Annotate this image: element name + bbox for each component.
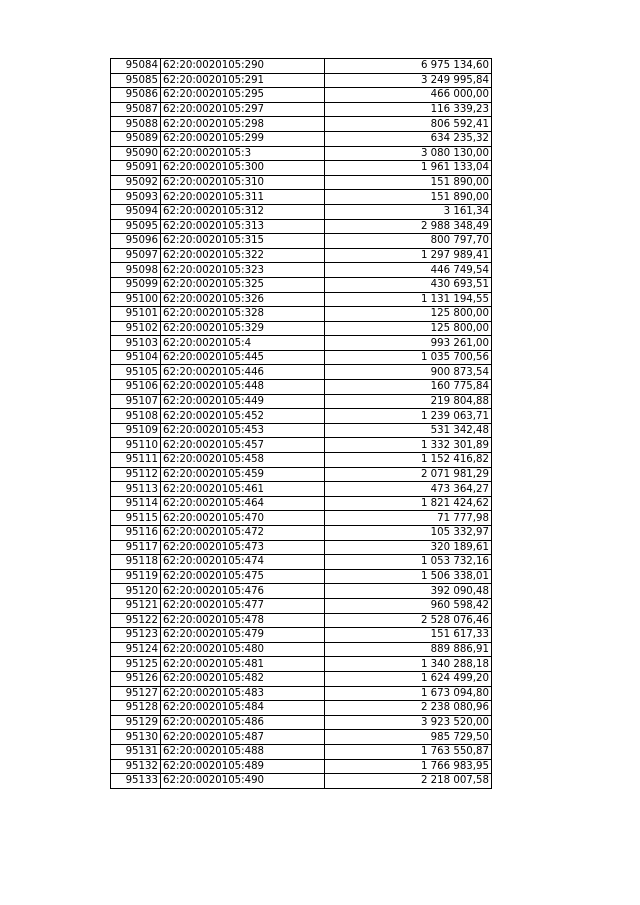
table-row (111, 438, 492, 453)
row-number-cell: 95116 (111, 526, 161, 541)
cadastral-value-cell: 1 035 700,56 (325, 350, 492, 365)
row-number-cell: 95103 (111, 336, 161, 351)
cadastral-value-cell: 151 890,00 (325, 175, 492, 190)
cadastral-number-cell: 62:20:0020105:481 (161, 657, 325, 672)
table-row (111, 175, 492, 190)
table-row (111, 365, 492, 380)
table-row (111, 598, 492, 613)
row-number-cell: 95117 (111, 540, 161, 555)
table-row (111, 701, 492, 716)
row-number-cell: 95101 (111, 307, 161, 322)
row-number-cell: 95085 (111, 73, 161, 88)
row-number-cell: 95089 (111, 131, 161, 146)
table-row (111, 88, 492, 103)
row-number-cell: 95102 (111, 321, 161, 336)
cadastral-value-cell: 6 975 134,60 (325, 59, 492, 74)
table-row (111, 102, 492, 117)
row-number-cell: 95105 (111, 365, 161, 380)
cadastral-value-cell: 2 071 981,29 (325, 467, 492, 482)
row-number-cell: 95118 (111, 555, 161, 570)
cadastral-value-cell: 151 617,33 (325, 628, 492, 643)
cadastral-number-cell: 62:20:0020105:458 (161, 453, 325, 468)
cadastral-number-cell: 62:20:0020105:464 (161, 496, 325, 511)
row-number-cell: 95087 (111, 102, 161, 117)
cadastral-number-cell: 62:20:0020105:479 (161, 628, 325, 643)
row-number-cell: 95106 (111, 380, 161, 395)
cadastral-value-cell: 1 340 288,18 (325, 657, 492, 672)
row-number-cell: 95096 (111, 234, 161, 249)
cadastral-value-cell: 1 506 338,01 (325, 569, 492, 584)
cadastral-number-cell: 62:20:0020105:312 (161, 204, 325, 219)
table-row (111, 774, 492, 789)
row-number-cell: 95112 (111, 467, 161, 482)
row-number-cell: 95092 (111, 175, 161, 190)
cadastral-number-cell: 62:20:0020105:300 (161, 161, 325, 176)
table-row (111, 146, 492, 161)
row-number-cell: 95123 (111, 628, 161, 643)
cadastral-number-cell: 62:20:0020105:474 (161, 555, 325, 570)
row-number-cell: 95090 (111, 146, 161, 161)
cadastral-value-cell: 219 804,88 (325, 394, 492, 409)
row-number-cell: 95128 (111, 701, 161, 716)
cadastral-number-cell: 62:20:0020105:328 (161, 307, 325, 322)
cadastral-number-cell: 62:20:0020105:476 (161, 584, 325, 599)
cadastral-value-cell: 1 673 094,80 (325, 686, 492, 701)
table-row (111, 131, 492, 146)
row-number-cell: 95131 (111, 744, 161, 759)
cadastral-value-cell: 3 161,34 (325, 204, 492, 219)
table-row (111, 482, 492, 497)
row-number-cell: 95115 (111, 511, 161, 526)
cadastral-value-cell: 900 873,54 (325, 365, 492, 380)
row-number-cell: 95130 (111, 730, 161, 745)
cadastral-value-cell: 320 189,61 (325, 540, 492, 555)
table-row (111, 526, 492, 541)
table-row (111, 117, 492, 132)
cadastral-number-cell: 62:20:0020105:322 (161, 248, 325, 263)
row-number-cell: 95129 (111, 715, 161, 730)
cadastral-number-cell: 62:20:0020105:461 (161, 482, 325, 497)
table-row (111, 569, 492, 584)
cadastral-value-cell: 71 777,98 (325, 511, 492, 526)
row-number-cell: 95132 (111, 759, 161, 774)
table-row (111, 161, 492, 176)
row-number-cell: 95098 (111, 263, 161, 278)
table-row (111, 277, 492, 292)
cadastral-value-cell: 1 766 983,95 (325, 759, 492, 774)
table-row (111, 744, 492, 759)
cadastral-number-cell: 62:20:0020105:484 (161, 701, 325, 716)
table-row (111, 671, 492, 686)
cadastral-value-cell: 1 152 416,82 (325, 453, 492, 468)
cadastral-number-cell: 62:20:0020105:488 (161, 744, 325, 759)
cadastral-value-cell: 1 332 301,89 (325, 438, 492, 453)
row-number-cell: 95120 (111, 584, 161, 599)
table-row (111, 642, 492, 657)
cadastral-value-cell: 125 800,00 (325, 321, 492, 336)
cadastral-number-cell: 62:20:0020105:329 (161, 321, 325, 336)
cadastral-value-cell: 806 592,41 (325, 117, 492, 132)
cadastral-number-cell: 62:20:0020105:452 (161, 409, 325, 424)
row-number-cell: 95126 (111, 671, 161, 686)
cadastral-number-cell: 62:20:0020105:453 (161, 423, 325, 438)
cadastral-value-cell: 993 261,00 (325, 336, 492, 351)
table-row (111, 263, 492, 278)
row-number-cell: 95122 (111, 613, 161, 628)
table-row (111, 394, 492, 409)
table-row (111, 204, 492, 219)
cadastral-number-cell: 62:20:0020105:290 (161, 59, 325, 74)
row-number-cell: 95109 (111, 423, 161, 438)
cadastral-number-cell: 62:20:0020105:311 (161, 190, 325, 205)
cadastral-value-cell: 2 218 007,58 (325, 774, 492, 789)
cadastral-value-cell: 2 528 076,46 (325, 613, 492, 628)
cadastral-value-cell: 960 598,42 (325, 598, 492, 613)
row-number-cell: 95119 (111, 569, 161, 584)
row-number-cell: 95084 (111, 59, 161, 74)
row-number-cell: 95093 (111, 190, 161, 205)
table-row (111, 686, 492, 701)
cadastral-number-cell: 62:20:0020105:299 (161, 131, 325, 146)
cadastral-value-cell: 3 080 130,00 (325, 146, 492, 161)
cadastral-value-cell: 1 131 194,55 (325, 292, 492, 307)
cadastral-number-cell: 62:20:0020105:315 (161, 234, 325, 249)
cadastral-number-cell: 62:20:0020105:297 (161, 102, 325, 117)
table-row (111, 467, 492, 482)
table-row (111, 59, 492, 74)
cadastral-number-cell: 62:20:0020105:487 (161, 730, 325, 745)
table-row (111, 657, 492, 672)
table-row (111, 409, 492, 424)
cadastral-number-cell: 62:20:0020105:473 (161, 540, 325, 555)
table-row (111, 248, 492, 263)
cadastral-number-cell: 62:20:0020105:325 (161, 277, 325, 292)
cadastral-number-cell: 62:20:0020105:480 (161, 642, 325, 657)
cadastral-number-cell: 62:20:0020105:313 (161, 219, 325, 234)
cadastral-number-cell: 62:20:0020105:295 (161, 88, 325, 103)
table-row (111, 423, 492, 438)
cadastral-value-cell: 800 797,70 (325, 234, 492, 249)
cadastral-value-cell: 3 249 995,84 (325, 73, 492, 88)
row-number-cell: 95086 (111, 88, 161, 103)
cadastral-number-cell: 62:20:0020105:478 (161, 613, 325, 628)
cadastral-number-cell: 62:20:0020105:291 (161, 73, 325, 88)
table-row (111, 496, 492, 511)
cadastral-value-cell: 2 238 080,96 (325, 701, 492, 716)
table-row (111, 453, 492, 468)
row-number-cell: 95094 (111, 204, 161, 219)
table-row (111, 584, 492, 599)
cadastral-value-cell: 634 235,32 (325, 131, 492, 146)
cadastral-value-cell: 889 886,91 (325, 642, 492, 657)
cadastral-number-cell: 62:20:0020105:482 (161, 671, 325, 686)
row-number-cell: 95111 (111, 453, 161, 468)
row-number-cell: 95114 (111, 496, 161, 511)
cadastral-number-cell: 62:20:0020105:486 (161, 715, 325, 730)
table-row (111, 759, 492, 774)
cadastral-number-cell: 62:20:0020105:477 (161, 598, 325, 613)
table-body (111, 59, 492, 789)
cadastral-number-cell: 62:20:0020105:298 (161, 117, 325, 132)
cadastral-value-cell: 1 053 732,16 (325, 555, 492, 570)
cadastral-value-cell: 1 297 989,41 (325, 248, 492, 263)
cadastral-value-cell: 1 961 133,04 (325, 161, 492, 176)
cadastral-value-cell: 1 239 063,71 (325, 409, 492, 424)
cadastral-value-cell: 392 090,48 (325, 584, 492, 599)
row-number-cell: 95091 (111, 161, 161, 176)
row-number-cell: 95095 (111, 219, 161, 234)
table-row (111, 613, 492, 628)
table-row (111, 540, 492, 555)
cadastral-number-cell: 62:20:0020105:483 (161, 686, 325, 701)
table-row (111, 234, 492, 249)
row-number-cell: 95121 (111, 598, 161, 613)
row-number-cell: 95088 (111, 117, 161, 132)
cadastral-value-cell: 430 693,51 (325, 277, 492, 292)
cadastral-value-cell: 160 775,84 (325, 380, 492, 395)
table-row (111, 307, 492, 322)
table-row (111, 555, 492, 570)
cadastral-number-cell: 62:20:0020105:475 (161, 569, 325, 584)
cadastral-number-cell: 62:20:0020105:472 (161, 526, 325, 541)
row-number-cell: 95127 (111, 686, 161, 701)
cadastral-number-cell: 62:20:0020105:3 (161, 146, 325, 161)
cadastral-number-cell: 62:20:0020105:449 (161, 394, 325, 409)
table-row (111, 511, 492, 526)
table-row (111, 350, 492, 365)
row-number-cell: 95125 (111, 657, 161, 672)
row-number-cell: 95097 (111, 248, 161, 263)
cadastral-value-table (110, 58, 492, 789)
cadastral-number-cell: 62:20:0020105:326 (161, 292, 325, 307)
cadastral-value-cell: 105 332,97 (325, 526, 492, 541)
cadastral-number-cell: 62:20:0020105:457 (161, 438, 325, 453)
table-row (111, 190, 492, 205)
cadastral-number-cell: 62:20:0020105:470 (161, 511, 325, 526)
cadastral-number-cell: 62:20:0020105:323 (161, 263, 325, 278)
cadastral-value-cell: 116 339,23 (325, 102, 492, 117)
table-row (111, 321, 492, 336)
cadastral-value-cell: 1 763 550,87 (325, 744, 492, 759)
table-row (111, 219, 492, 234)
row-number-cell: 95133 (111, 774, 161, 789)
cadastral-value-cell: 2 988 348,49 (325, 219, 492, 234)
cadastral-number-cell: 62:20:0020105:448 (161, 380, 325, 395)
cadastral-value-cell: 466 000,00 (325, 88, 492, 103)
cadastral-value-cell: 1 624 499,20 (325, 671, 492, 686)
cadastral-number-cell: 62:20:0020105:445 (161, 350, 325, 365)
cadastral-number-cell: 62:20:0020105:4 (161, 336, 325, 351)
row-number-cell: 95100 (111, 292, 161, 307)
cadastral-value-cell: 151 890,00 (325, 190, 492, 205)
cadastral-number-cell: 62:20:0020105:446 (161, 365, 325, 380)
cadastral-number-cell: 62:20:0020105:310 (161, 175, 325, 190)
cadastral-value-cell: 473 364,27 (325, 482, 492, 497)
row-number-cell: 95099 (111, 277, 161, 292)
cadastral-value-cell: 3 923 520,00 (325, 715, 492, 730)
table-row (111, 715, 492, 730)
row-number-cell: 95113 (111, 482, 161, 497)
table-row (111, 628, 492, 643)
row-number-cell: 95107 (111, 394, 161, 409)
row-number-cell: 95108 (111, 409, 161, 424)
cadastral-value-cell: 531 342,48 (325, 423, 492, 438)
table-row (111, 292, 492, 307)
cadastral-number-cell: 62:20:0020105:490 (161, 774, 325, 789)
table-row (111, 730, 492, 745)
cadastral-value-cell: 125 800,00 (325, 307, 492, 322)
row-number-cell: 95110 (111, 438, 161, 453)
row-number-cell: 95104 (111, 350, 161, 365)
cadastral-number-cell: 62:20:0020105:459 (161, 467, 325, 482)
cadastral-value-cell: 1 821 424,62 (325, 496, 492, 511)
cadastral-value-cell: 985 729,50 (325, 730, 492, 745)
cadastral-number-cell: 62:20:0020105:489 (161, 759, 325, 774)
table-row (111, 73, 492, 88)
cadastral-value-cell: 446 749,54 (325, 263, 492, 278)
table-row (111, 380, 492, 395)
table-row (111, 336, 492, 351)
row-number-cell: 95124 (111, 642, 161, 657)
